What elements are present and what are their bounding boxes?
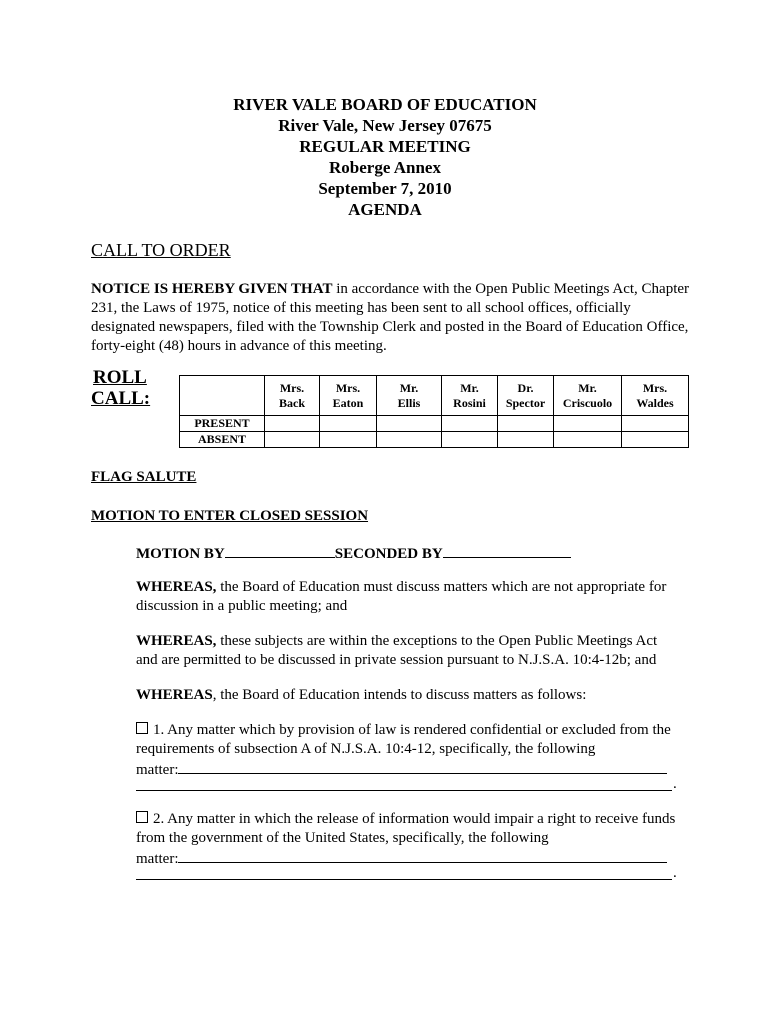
item-2-matter-field[interactable] <box>178 848 667 863</box>
present-cell[interactable] <box>320 416 377 432</box>
flag-salute-heading: FLAG SALUTE <box>91 469 197 485</box>
member-title: Dr. <box>517 380 534 395</box>
item-1 <box>136 721 684 780</box>
notice-body: in accordance with the Open Public Meetings Act, Chapter 231, the Laws of 1975, notice of this meeting has been sent to all school offices, officially designated newspapers, filed with the Township Clerk and posted in the Board of Education Office, forty-eight (48) hours in advance of this meeting. <box>91 281 690 354</box>
present-cell[interactable] <box>498 416 554 432</box>
member-cell <box>498 376 554 416</box>
absent-cell[interactable] <box>377 432 442 448</box>
item-1-matter-field[interactable] <box>178 759 667 774</box>
whereas-lead: WHEREAS <box>136 687 213 703</box>
whereas-body: the Board of Education must discuss matters which are not appropriate for discussion in a public meeting; and <box>136 579 667 614</box>
present-cell[interactable] <box>554 416 622 432</box>
header-location: River Vale, New Jersey 07675 <box>278 116 492 135</box>
roll-call-label <box>91 367 150 409</box>
member-cell <box>377 376 442 416</box>
member-cell <box>320 376 377 416</box>
member-name: Rosini <box>453 395 486 410</box>
item-1-extra-line[interactable] <box>136 790 672 791</box>
item-1-matter-label: matter: <box>136 762 179 778</box>
member-name: Spector <box>505 395 546 410</box>
roll-call-label-line1: ROLL <box>93 367 147 388</box>
item-2-text: 2. Any matter in which the release of information would impair a right to receive funds from the government of the United States, specifically, the following <box>136 811 676 846</box>
header-meeting-type: REGULAR MEETING <box>299 137 471 156</box>
whereas-paragraph-3 <box>136 686 681 705</box>
present-cell[interactable] <box>442 416 498 432</box>
motion-by-field[interactable] <box>225 543 335 558</box>
roll-call-table <box>179 375 689 448</box>
header-date: September 7, 2010 <box>318 179 452 198</box>
item-2-extra-line[interactable] <box>136 879 672 880</box>
member-title: Mrs. <box>279 380 305 395</box>
notice-paragraph <box>91 280 691 356</box>
item-2-line-end: . <box>673 865 677 881</box>
absent-cell[interactable] <box>320 432 377 448</box>
member-cell <box>622 376 689 416</box>
whereas-lead: WHEREAS, <box>136 579 217 595</box>
present-cell[interactable] <box>377 416 442 432</box>
item-2-checkbox[interactable] <box>136 811 148 823</box>
item-2-matter-label: matter: <box>136 851 179 867</box>
item-1-text: 1. Any matter which by provision of law is rendered confidential or excluded from the requirements of subsection A of N.J.S.A. 10:4-12, specifically, the following <box>136 722 671 757</box>
item-1-checkbox[interactable] <box>136 722 148 734</box>
member-title: Mr. <box>399 380 419 395</box>
present-row <box>180 416 689 432</box>
absent-cell[interactable] <box>498 432 554 448</box>
whereas-body: , the Board of Education intends to discuss matters as follows: <box>212 687 587 703</box>
roll-call-header-row <box>180 376 689 416</box>
motion-closed-session-heading: MOTION TO ENTER CLOSED SESSION <box>91 508 369 524</box>
absent-label: ABSENT <box>180 432 265 448</box>
header-venue: Roberge Annex <box>329 158 441 177</box>
absent-row <box>180 432 689 448</box>
member-cell <box>265 376 320 416</box>
header-agenda-title: AGENDA <box>348 200 422 219</box>
call-to-order-heading: CALL TO ORDER <box>91 240 231 260</box>
item-2 <box>136 810 684 869</box>
member-title: Mr. <box>578 380 597 395</box>
whereas-lead: WHEREAS, <box>136 633 217 649</box>
roll-call-corner-cell <box>180 376 265 416</box>
motion-by-label: MOTION BY <box>136 546 225 562</box>
absent-cell[interactable] <box>442 432 498 448</box>
item-1-line-end: . <box>673 776 677 792</box>
present-cell[interactable] <box>265 416 320 432</box>
whereas-paragraph-2 <box>136 632 681 670</box>
member-name: Criscuolo <box>562 395 613 410</box>
seconded-by-field[interactable] <box>443 543 571 558</box>
whereas-body: these subjects are within the exceptions to the Open Public Meetings Act and are permitted to be discussed in private session pursuant to N.J.S.A. 10:4-12b; and <box>136 633 658 668</box>
absent-cell[interactable] <box>554 432 622 448</box>
roll-call-label-line2: CALL: <box>91 388 151 409</box>
header-board-name: RIVER VALE BOARD OF EDUCATION <box>233 95 537 114</box>
document-header <box>0 94 770 220</box>
whereas-paragraph-1 <box>136 578 681 616</box>
absent-cell[interactable] <box>265 432 320 448</box>
member-title: Mrs. <box>642 380 668 395</box>
member-cell <box>442 376 498 416</box>
motion-line <box>136 543 571 563</box>
seconded-by-label: SECONDED BY <box>334 546 443 562</box>
member-cell <box>554 376 622 416</box>
member-title: Mr. <box>460 380 479 395</box>
member-name: Waldes <box>636 395 674 410</box>
member-name: Back <box>278 395 305 410</box>
absent-cell[interactable] <box>622 432 689 448</box>
notice-lead: NOTICE IS HEREBY GIVEN THAT <box>91 281 333 297</box>
member-name: Eaton <box>332 395 364 410</box>
member-title: Mrs. <box>335 380 361 395</box>
present-cell[interactable] <box>622 416 689 432</box>
present-label: PRESENT <box>180 416 265 432</box>
member-name: Ellis <box>397 395 421 410</box>
